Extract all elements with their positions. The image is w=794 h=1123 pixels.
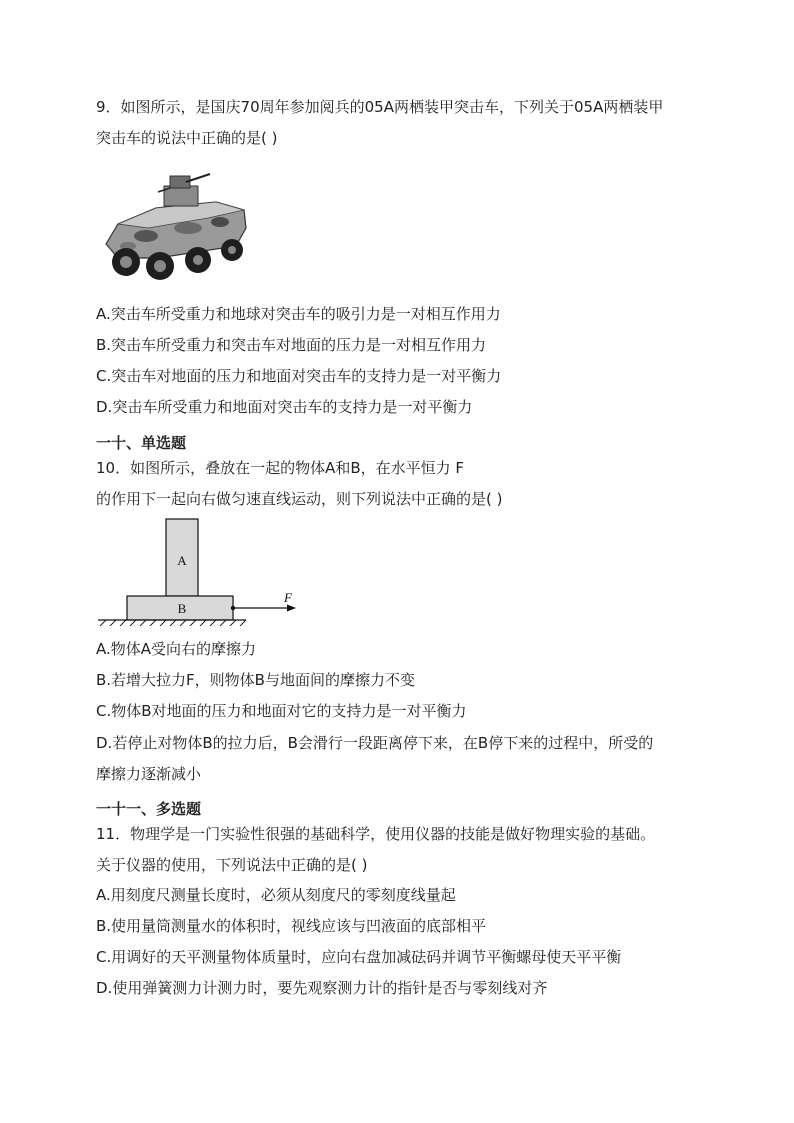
q9-option-b: B.突击车所受重力和突击车对地面的压力是一对相互作用力 [96, 336, 487, 354]
q10-option-d-cont: 摩擦力逐渐减小 [96, 765, 202, 783]
stacked-blocks-diagram [96, 516, 306, 626]
q11-stem-line1: 11．物理学是一门实验性很强的基础科学，使用仪器的技能是做好物理实验的基础。 [96, 825, 656, 843]
q9-stem-line2: 突击车的说法中正确的是( ) [96, 129, 278, 147]
q10-stem-line1: 10．如图所示，叠放在一起的物体A和B，在水平恒力 F [96, 459, 465, 477]
ground-hatching [100, 620, 246, 626]
q11-option-c: C.用调好的天平测量物体质量时，应向右盘加减砝码并调节平衡螺母使天平平衡 [96, 948, 622, 966]
block-a-label: A [177, 553, 187, 568]
q10-stem-line2: 的作用下一起向右做匀速直线运动，则下列说法中正确的是( ) [96, 490, 503, 508]
section-heading-10: 一十、单选题 [96, 434, 187, 452]
q9-option-a: A.突击车所受重力和地球对突击车的吸引力是一对相互作用力 [96, 305, 501, 323]
q10-option-a: A.物体A受向右的摩擦力 [96, 640, 257, 658]
block-b-label: B [177, 601, 187, 616]
q11-option-b: B.使用量筒测量水的体积时，视线应该与凹液面的底部相平 [96, 917, 487, 935]
force-arrowhead [287, 605, 296, 612]
q10-option-d: D.若停止对物体B的拉力后，B会滑行一段距离停下来，在B停下来的过程中，所受的 [96, 734, 654, 752]
q10-option-c: C.物体B对地面的压力和地面对它的支持力是一对平衡力 [96, 702, 467, 720]
q9-stem-line1: 9．如图所示，是国庆70周年参加阅兵的05A两栖装甲突击车，下列关于05A两栖装甲 [96, 98, 664, 116]
force-label: F [284, 590, 292, 605]
q9-option-d: D.突击车所受重力和地面对突击车的支持力是一对平衡力 [96, 398, 473, 416]
q9-option-c: C.突击车对地面的压力和地面对突击车的支持力是一对平衡力 [96, 367, 502, 385]
q10-option-b: B.若增大拉力F，则物体B与地面间的摩擦力不变 [96, 671, 415, 689]
armored-vehicle-image [98, 166, 250, 290]
section-heading-11: 一十一、多选题 [96, 800, 202, 818]
q11-option-a: A.用刻度尺测量长度时，必须从刻度尺的零刻度线量起 [96, 886, 456, 904]
q11-option-d: D.使用弹簧测力计测力时，要先观察测力计的指针是否与零刻线对齐 [96, 979, 548, 997]
q11-stem-line2: 关于仪器的使用，下列说法中正确的是( ) [96, 856, 368, 874]
